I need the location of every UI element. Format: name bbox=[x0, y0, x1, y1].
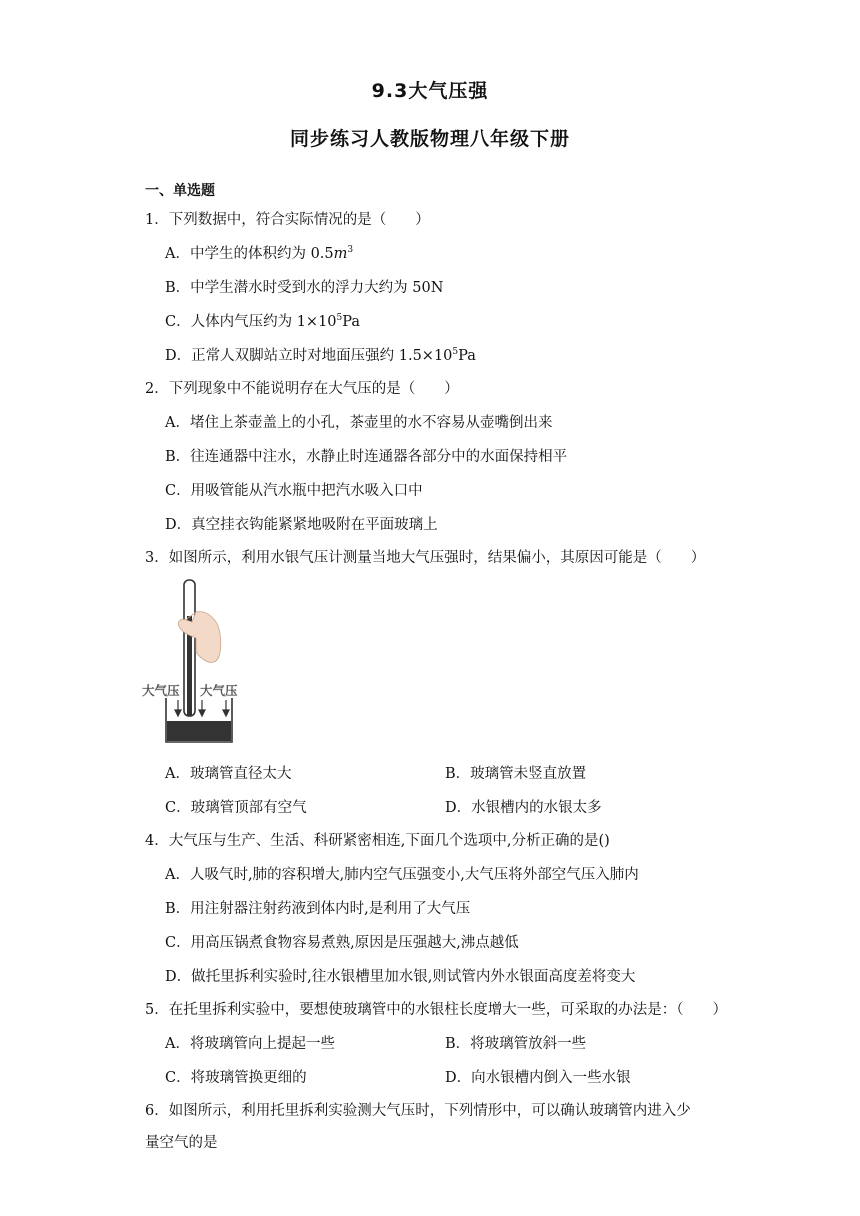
section-heading: 一、单选题 bbox=[145, 183, 215, 199]
question-3-option-a: A．玻璃管直径太大 bbox=[165, 766, 292, 782]
question-1-option-c: C．人体内气压约为 $1\times 10^5Pa$ bbox=[165, 313, 361, 330]
question-6-stem-line1: 6．如图所示，利用托里拆利实验测大气压时，下列情形中，可以确认玻璃管内进入少 bbox=[145, 1103, 691, 1119]
air-pressure-label-right: 大气压 bbox=[200, 683, 238, 698]
question-3-stem: 3．如图所示，利用水银气压计测量当地大气压强时，结果偏小，其原因可能是（ ） bbox=[145, 550, 706, 566]
question-4-option-a: A．人吸气时,肺的容积增大,肺内空气压强变小,大气压将外部空气压入肺内 bbox=[165, 867, 639, 883]
question-4-option-c: C．用高压锅煮食物容易煮熟,原因是压强越大,沸点越低 bbox=[165, 935, 519, 951]
question-4-option-b: B．用注射器注射药液到体内时,是利用了大气压 bbox=[165, 901, 471, 917]
question-1-stem: 1．下列数据中，符合实际情况的是（ ） bbox=[145, 212, 430, 228]
question-5-option-d: D．向水银槽内倒入一些水银 bbox=[445, 1070, 631, 1086]
question-2-stem: 2．下列现象中不能说明存在大气压的是（ ） bbox=[145, 381, 459, 397]
question-5-option-c: C．将玻璃管换更细的 bbox=[165, 1070, 307, 1086]
question-4-option-d: D．做托里拆利实验时,往水银槽里加水银,则试管内外水银面高度差将变大 bbox=[165, 969, 636, 985]
question-2-option-b: B．往连通器中注水，水静止时连通器各部分中的水面保持相平 bbox=[165, 449, 568, 465]
question-5-option-b: B．将玻璃管放斜一些 bbox=[445, 1036, 587, 1052]
barometer-figure bbox=[140, 578, 260, 746]
question-1-option-b: B．中学生潜水时受到水的浮力大约为 50N bbox=[165, 280, 444, 296]
question-3-option-d: D．水银槽内的水银太多 bbox=[445, 800, 602, 816]
page-subtitle: 同步练习人教版物理八年级下册 bbox=[289, 128, 570, 150]
question-4-stem: 4．大气压与生产、生活、科研紧密相连,下面几个选项中,分析正确的是() bbox=[145, 833, 610, 849]
question-6-stem-line2: 量空气的是 bbox=[145, 1135, 218, 1151]
question-1-option-a: A．中学生的体积约为 $0.5m^3$ bbox=[165, 245, 354, 262]
question-5-option-a: A．将玻璃管向上提起一些 bbox=[165, 1036, 335, 1052]
question-1-option-d: D．正常人双脚站立时对地面压强约 $1.5\times 10^5Pa$ bbox=[165, 347, 476, 364]
pressure-arrows bbox=[175, 700, 229, 716]
question-2-option-a: A．堵住上茶壶盖上的小孔，茶壶里的水不容易从壶嘴倒出来 bbox=[165, 415, 553, 431]
question-3-option-c: C．玻璃管顶部有空气 bbox=[165, 800, 307, 816]
question-3-option-b: B．玻璃管未竖直放置 bbox=[445, 766, 587, 782]
question-5-stem: 5．在托里拆利实验中，要想使玻璃管中的水银柱长度增大一些，可采取的办法是：（ ） bbox=[145, 1002, 727, 1018]
question-2-option-c: C．用吸管能从汽水瓶中把汽水吸入口中 bbox=[165, 483, 423, 499]
page-title: 9.3大气压强 bbox=[371, 80, 489, 102]
mercury-trough bbox=[167, 721, 231, 741]
air-pressure-label-left: 大气压 bbox=[142, 683, 180, 698]
question-2-option-d: D．真空挂衣钩能紧紧地吸附在平面玻璃上 bbox=[165, 517, 438, 533]
